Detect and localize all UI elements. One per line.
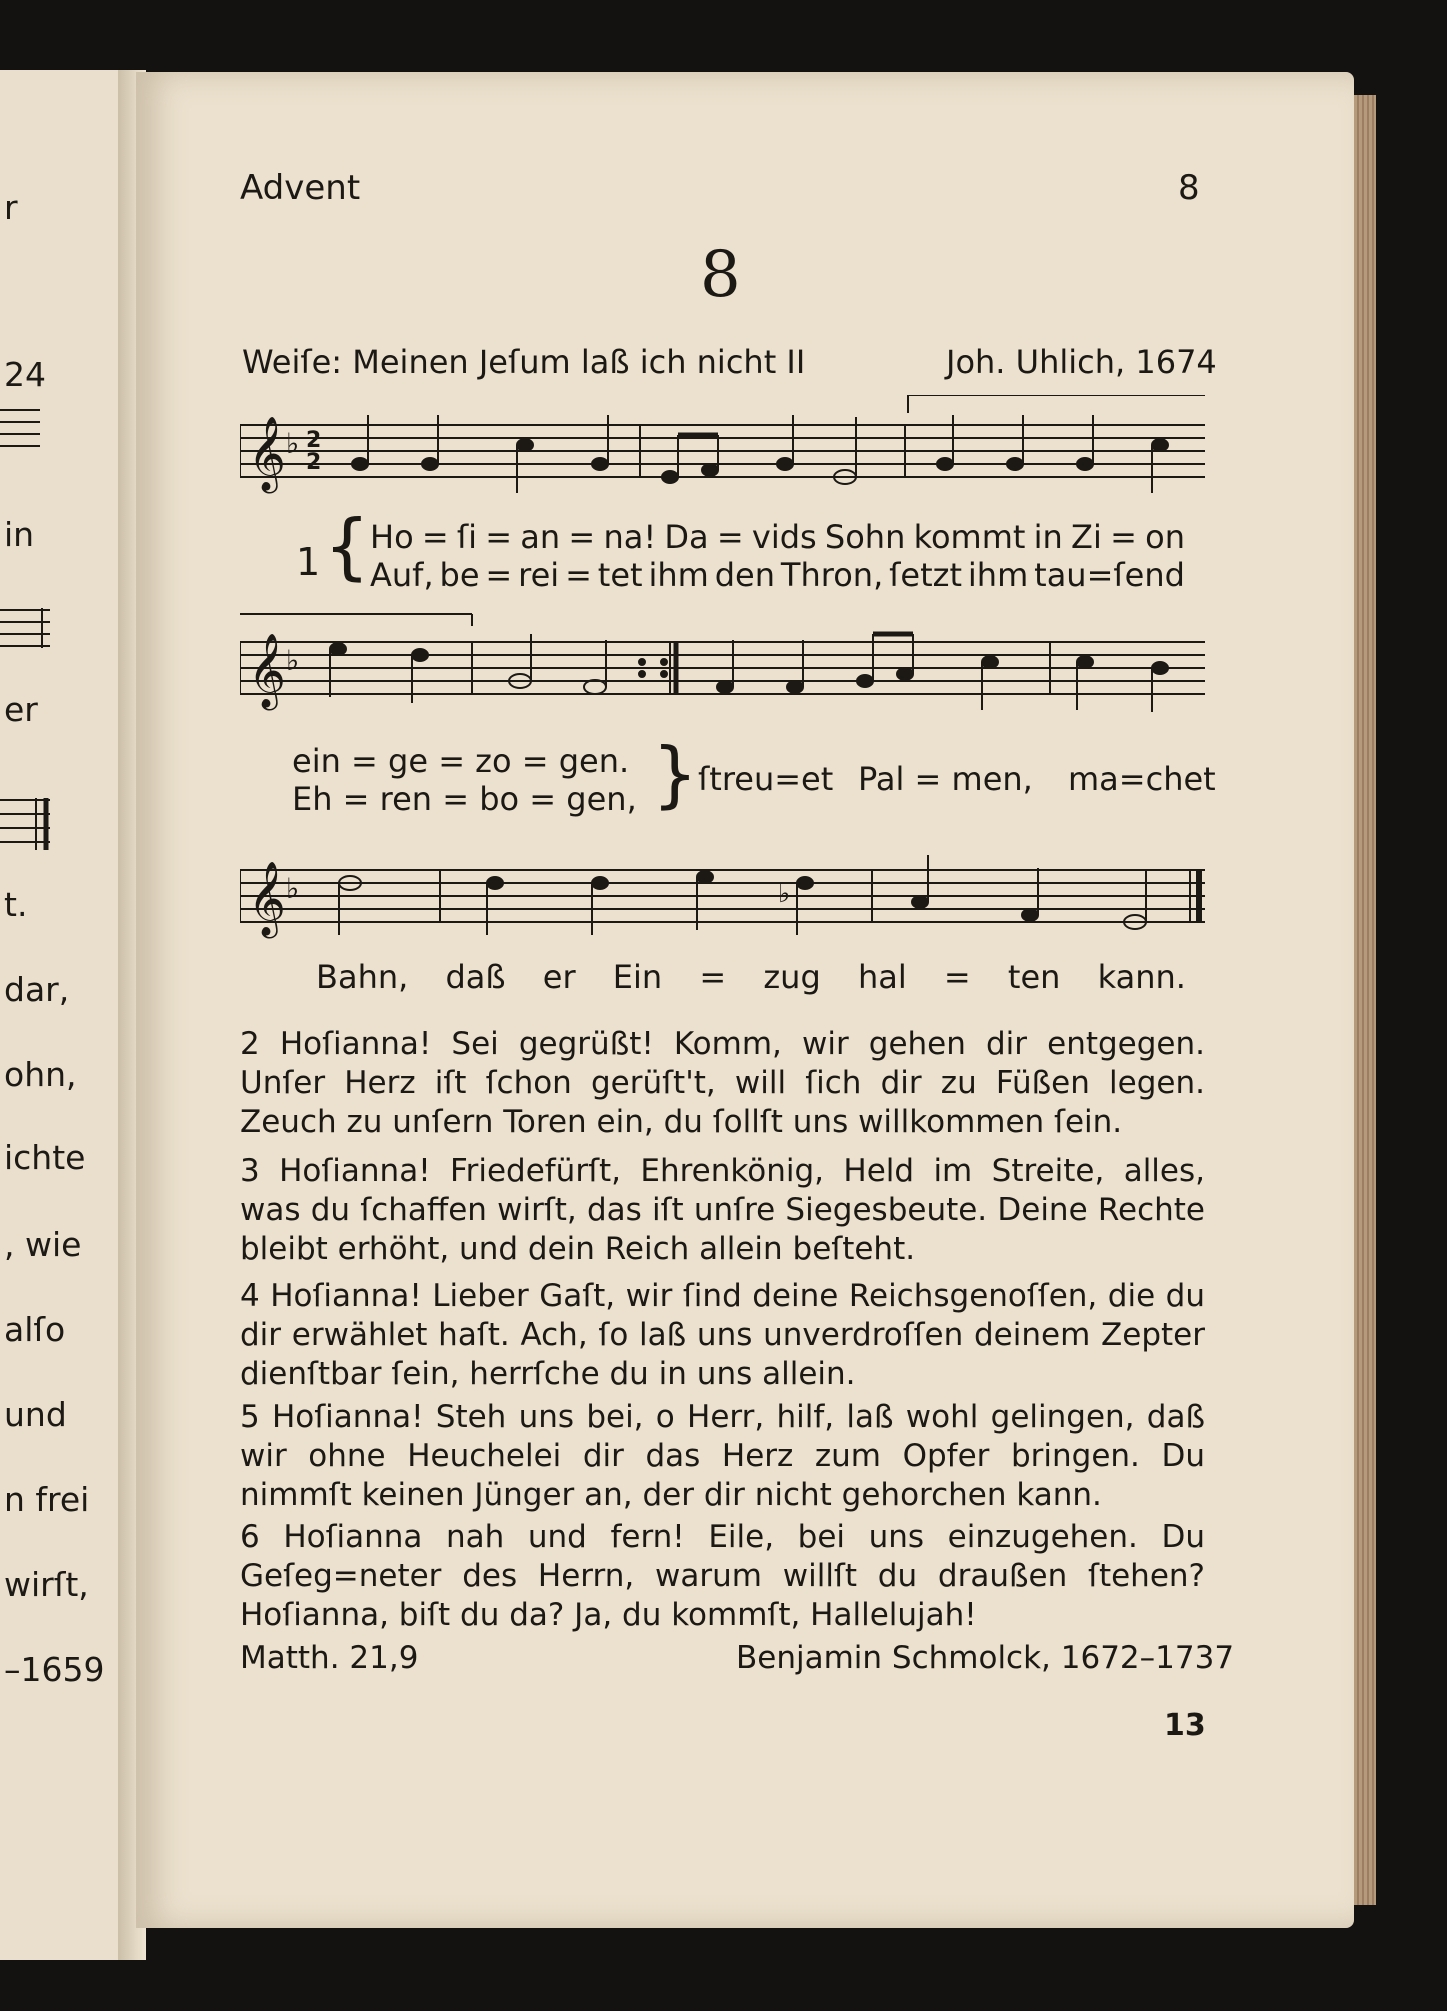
shared-lyric: ma=chet <box>1068 760 1216 798</box>
left-fragment: t. <box>4 885 28 924</box>
lyrics-line-1: ein = ge = zo = gen. <box>292 742 630 780</box>
shared-lyric: Pal = men, <box>858 760 1033 798</box>
lyrics-line-1 <box>370 518 1185 556</box>
syllable: ihm <box>967 556 1029 594</box>
svg-text:♭: ♭ <box>286 427 300 460</box>
syllable: Bahn, <box>316 958 409 996</box>
svg-text:♭: ♭ <box>286 872 300 905</box>
stanza-2: 2 Hoſianna! Sei gegrüßt! Komm, wir gehen dir entgegen. Unſer Herz iſt ſchon gerüſt't, will ſich dir zu Füßen legen. Zeuch zu unſern Toren ein, du ſollſt uns willkommen ſein. <box>240 1026 1205 1140</box>
melody-title: Weiſe: Meinen Jeſum laß ich nicht II <box>242 343 806 381</box>
left-fragment: n frei <box>4 1480 90 1519</box>
lyrics-line-2 <box>370 556 1185 594</box>
stanza-6: 6 Hoſianna nah und fern! Eile, bei uns einzugehen. Du Geſeg=neter des Herrn, warum willſt du draußen ſtehen? Hoſianna, biſt du da? Ja, du kommſt, Hallelujah! <box>240 1519 1205 1633</box>
syllable: kann. <box>1097 958 1186 996</box>
syllable: Zi <box>1071 518 1102 556</box>
svg-text:𝄞: 𝄞 <box>248 862 286 936</box>
syllable: ten <box>1007 958 1061 996</box>
left-fragment: und <box>4 1395 67 1434</box>
syllable: in <box>1033 518 1063 556</box>
shared-lyric: ſtreu=et <box>698 760 834 798</box>
syllable: daß <box>445 958 506 996</box>
left-fragment: dar, <box>4 970 70 1009</box>
syllable: = <box>485 556 513 594</box>
left-staff-remnant <box>0 400 40 460</box>
svg-text:2: 2 <box>306 428 322 453</box>
syllable: = <box>565 556 592 594</box>
left-fragment: ichte <box>4 1138 86 1177</box>
lyrics-line-2: Eh = ren = bo = gen, <box>292 780 637 818</box>
composer: Joh. Uhlich, 1674 <box>946 343 1217 381</box>
stanza-5: 5 Hoſianna! Steh uns bei, o Herr, hilf, laß wohl gelingen, daß wir ohne Heuchelei dir das Herz zum Opfer bringen. Du nimmſt keinen Jünger an, der dir nicht gehorchen kann. <box>240 1399 1205 1513</box>
left-fragment: 24 <box>4 355 46 394</box>
left-fragment: , wie <box>4 1225 82 1264</box>
page-edge <box>1354 95 1376 1905</box>
left-fragment: r <box>4 188 18 227</box>
music-staff-3 <box>240 840 1205 950</box>
syllable: Auf, <box>370 556 434 594</box>
left-staff-remnant <box>0 790 50 860</box>
text-author: Benjamin Schmolck, 1672–1737 <box>736 1640 1235 1676</box>
syllable: Ein <box>612 958 663 996</box>
syllable: na! <box>603 518 657 556</box>
syllable: hal <box>857 958 907 996</box>
verse-number: 1 <box>296 540 321 584</box>
svg-text:𝄞: 𝄞 <box>248 417 286 491</box>
music-staff-1 <box>240 395 1205 515</box>
syllable: Ho <box>370 518 414 556</box>
syllable: ſetzt <box>889 556 962 594</box>
syllable: = <box>699 958 727 996</box>
page-number-top: 8 <box>1178 168 1200 208</box>
syllable: den <box>714 556 776 594</box>
syllable: tau=ſend <box>1034 556 1185 594</box>
left-fragment: ohn, <box>4 1055 77 1094</box>
syllable: er <box>542 958 576 996</box>
syllable: zug <box>763 958 821 996</box>
svg-text:2: 2 <box>306 450 322 475</box>
left-fragment: –1659 <box>4 1650 105 1689</box>
svg-text:♭: ♭ <box>778 879 791 909</box>
syllable: = <box>485 518 513 556</box>
left-fragment: wirſt, <box>4 1565 89 1604</box>
syllable: rei <box>518 556 560 594</box>
syllable: Da <box>664 518 709 556</box>
syllable: Thron, <box>780 556 884 594</box>
syllable: ſi <box>456 518 478 556</box>
syllable: ihm <box>648 556 709 594</box>
syllable: = <box>1110 518 1137 556</box>
syllable: = <box>716 518 744 556</box>
syllable: kommt <box>913 518 1026 556</box>
scripture-reference: Matth. 21,9 <box>240 1640 419 1676</box>
lyrics-line-3 <box>316 958 1186 996</box>
syllable: Sohn <box>824 518 906 556</box>
music-staff-2 <box>240 612 1205 722</box>
hymn-number: 8 <box>700 238 741 312</box>
running-head: Advent <box>240 168 361 208</box>
syllable: vids <box>751 518 817 556</box>
syllable: on <box>1145 518 1185 556</box>
page-number-bottom: 13 <box>1164 1708 1206 1743</box>
syllable: = <box>421 518 449 556</box>
syllable: an <box>520 518 561 556</box>
left-fragment: er <box>4 690 38 729</box>
left-staff-remnant <box>0 600 50 660</box>
syllable: tet <box>597 556 643 594</box>
left-fragment: in <box>4 515 35 554</box>
stanza-3: 3 Hoſianna! Friedefürſt, Ehrenkönig, Held im Streite, alles, was du ſchaffen wirſt, das iſt unſre Siegesbeute. Deine Rechte bleibt erhöht, und dein Reich allein beſteht. <box>240 1153 1205 1267</box>
svg-text:♭: ♭ <box>286 644 300 677</box>
svg-text:𝄞: 𝄞 <box>248 634 286 708</box>
syllable: be <box>439 556 480 594</box>
left-fragment: alſo <box>4 1310 66 1349</box>
syllable: = <box>943 958 971 996</box>
syllable: = <box>568 518 596 556</box>
brace-right: { <box>652 732 698 816</box>
brace-left: { <box>324 504 370 588</box>
stanza-4: 4 Hoſianna! Lieber Gaſt, wir ſind deine Reichsgenoſſen, die du dir erwählet haſt. Ach, ſo laß uns unverdroſſen deinem Zepter dienſtbar ſein, herrſche du in uns allein. <box>240 1278 1205 1392</box>
